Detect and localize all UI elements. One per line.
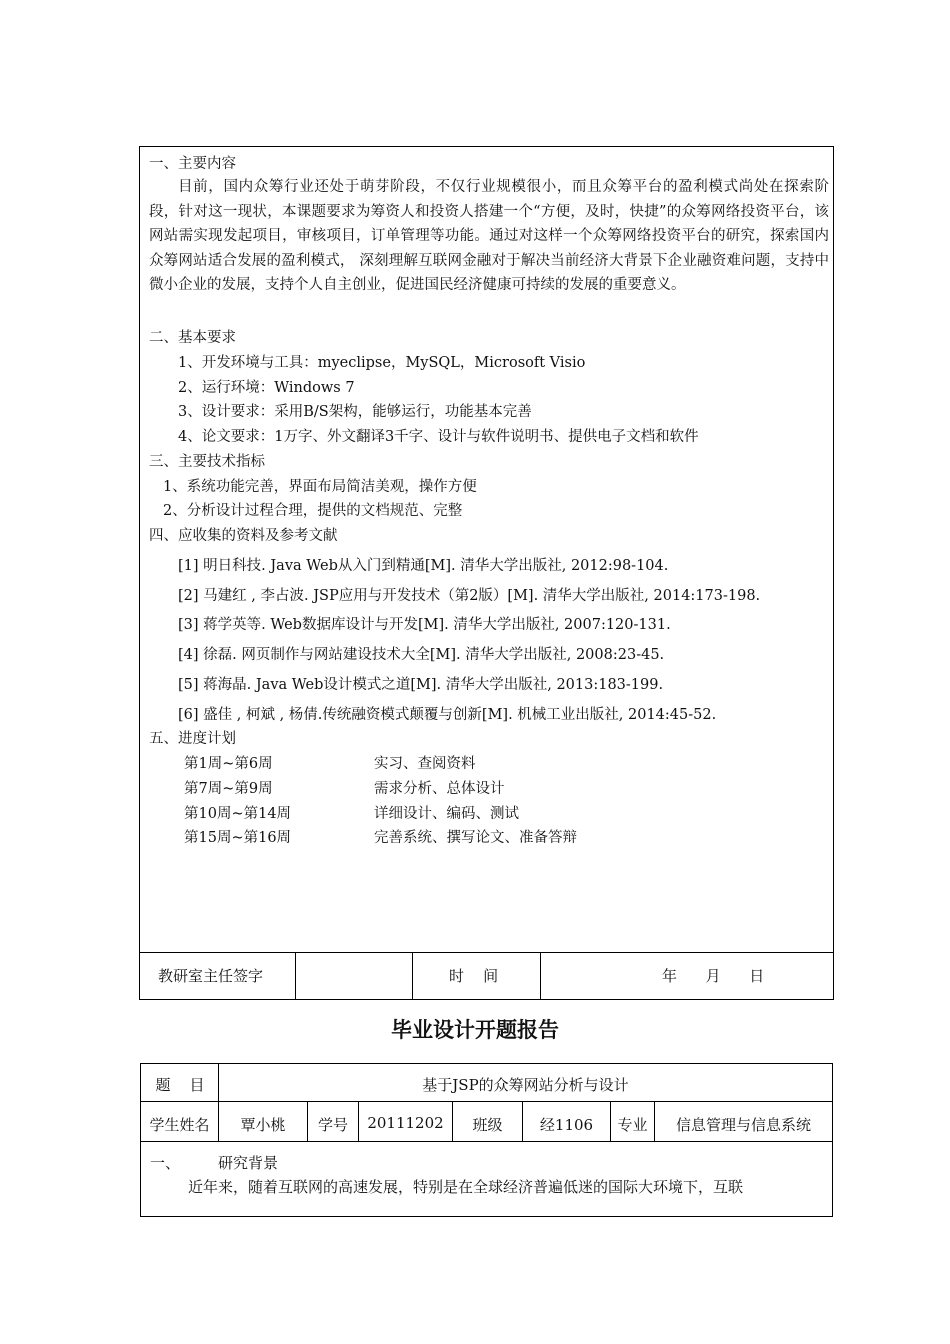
plan-content-cell [140, 147, 833, 952]
signature-field[interactable] [297, 953, 411, 1000]
reference-item: [2] 马建红 , 李占波. JSP应用与开发技术（第2版）[M]. 清华大学出版社, 2014:173-198. [178, 588, 761, 604]
student-name-value: 覃小桃 [240, 1116, 286, 1134]
row-divider [141, 1101, 832, 1102]
reference-item: [1] 明日科技. Java Web从入门到精通[M]. 清华大学出版社, 2012:98-104. [178, 558, 669, 574]
report-title: 毕业设计开题报告 [391, 1018, 559, 1042]
cell-divider [540, 953, 541, 1000]
schedule-task: 详细设计、编码、测试 [374, 806, 519, 822]
section1-number: 一、 [150, 1154, 181, 1172]
section3-heading: 三、主要技术指标 [149, 454, 265, 470]
schedule-weeks: 第10周~第14周 [184, 806, 292, 822]
section1-title: 研究背景 [218, 1154, 279, 1172]
indicator-item: 1、系统功能完善，界面布局简洁美观，操作方便 [163, 479, 477, 495]
report-table [140, 1063, 833, 1217]
student-name-label: 学生姓名 [149, 1116, 210, 1134]
reference-item: [3] 蒋学英等. Web数据库设计与开发[M]. 清华大学出版社, 2007:120-131. [178, 617, 671, 633]
row-divider [141, 1141, 832, 1142]
student-id-label: 学号 [317, 1116, 348, 1134]
major-label: 专业 [617, 1116, 648, 1134]
signature-row [140, 952, 833, 1000]
schedule-weeks: 第7周~第9周 [184, 781, 273, 797]
reference-item: [4] 徐磊. 网页制作与网站建设技术大全[M]. 清华大学出版社, 2008:23-45. [178, 647, 665, 663]
schedule-task: 实习、查阅资料 [374, 756, 476, 772]
major-value: 信息管理与信息系统 [675, 1116, 811, 1134]
cell-divider [412, 953, 413, 1000]
date-field[interactable]: 年 月 日 [662, 967, 765, 985]
topic-value: 基于JSP的众筹网站分析与设计 [422, 1076, 629, 1094]
plan-table [139, 146, 834, 1000]
section2-heading: 二、基本要求 [149, 330, 236, 346]
student-id-value: 20111202 [367, 1114, 444, 1132]
section1-paragraph: 目前，国内众筹行业还处于萌芽阶段，不仅行业规模很小，而且众筹平台的盈利模式尚处在探索阶段，针对这一现状，本课题要求为筹资人和投资人搭建一个“方便，及时，快捷”的众筹网络投资平台，该网站需实现发起项目，审核项目，订单管理等功能。通过对这样一个众筹网络投资平台的研究，探索国内众筹网站适合发展的盈利模式， 深刻理解互联网金融对于解决当前经济大背景下企业融资难问题，支持中微小企业的发展，支持个人自主创业，促进国民经济健康可持续的发展的重要意义。 [149, 179, 829, 294]
cell-divider [295, 953, 296, 1000]
schedule-weeks: 第15周~第16周 [184, 830, 292, 846]
section1-text: 近年来，随着互联网的高速发展，特别是在全球经济普遍低迷的国际大环境下，互联 [188, 1178, 744, 1196]
schedule-weeks: 第1周~第6周 [184, 756, 273, 772]
requirement-item: 2、运行环境：Windows 7 [178, 380, 355, 396]
requirement-item: 3、设计要求：采用B/S架构，能够运行，功能基本完善 [178, 404, 532, 420]
signature-label: 教研室主任签字 [158, 967, 264, 985]
class-value: 经1106 [539, 1116, 594, 1134]
reference-item: [6] 盛佳 , 柯斌 , 杨倩.传统融资模式颠覆与创新[M]. 机械工业出版社, 2014:45-52. [178, 707, 717, 723]
schedule-task: 需求分析、总体设计 [374, 781, 505, 797]
section1-heading: 一、主要内容 [149, 156, 236, 172]
schedule-task: 完善系统、撰写论文、准备答辩 [374, 830, 577, 846]
topic-label: 题 目 [155, 1076, 205, 1094]
requirement-item: 1、开发环境与工具：myeclipse，MySQL，Microsoft Visio [178, 355, 586, 371]
time-label: 时 间 [449, 967, 499, 985]
reference-item: [5] 蒋海晶. Java Web设计模式之道[M]. 清华大学出版社, 2013:183-199. [178, 677, 664, 693]
requirement-item: 4、论文要求：1万字、外文翻译3千字、设计与软件说明书、提供电子文档和软件 [178, 429, 699, 445]
class-label: 班级 [472, 1116, 503, 1134]
section4-heading: 四、应收集的资料及参考文献 [149, 528, 338, 544]
section5-heading: 五、进度计划 [149, 731, 236, 747]
indicator-item: 2、分析设计过程合理，提供的文档规范、完整 [163, 503, 463, 519]
